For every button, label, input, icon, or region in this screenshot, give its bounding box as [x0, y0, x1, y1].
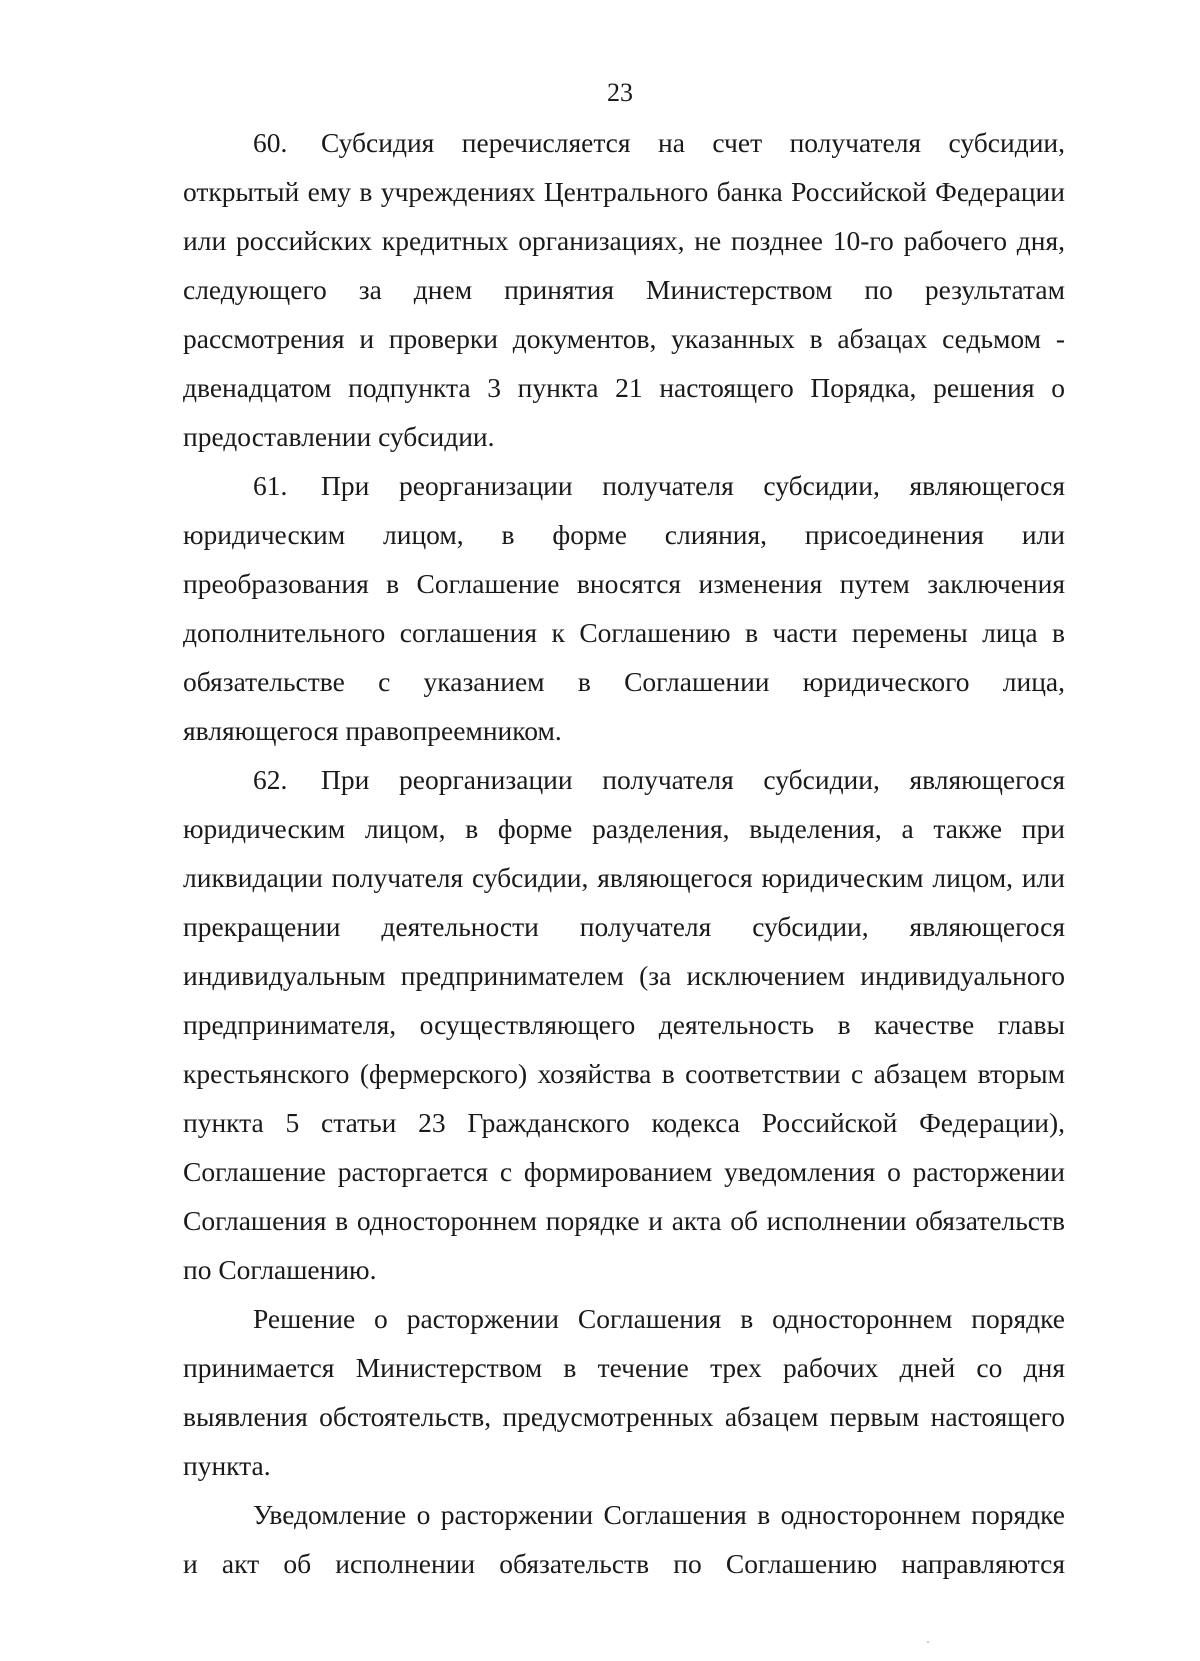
paragraph-notice	[183, 1490, 1065, 1588]
paragraph-61	[183, 461, 1065, 755]
paragraph-text: При реорганизации получателя субсидии, являющегося юридическим лицом, в форме слияния, присоединения или преобразования в Соглашение вносятся изменения путем заключения дополнительного соглашения к Соглашению в части перемены лица в обязательстве с указанием в Соглашении юридического лица, являющегося правопреемником.	[183, 470, 1065, 746]
document-body	[183, 118, 1065, 1588]
paragraph-text: Уведомление о расторжении Соглашения в одностороннем порядке и акт об исполнении обязательств по Соглашению направляются	[183, 1499, 1065, 1579]
scan-speck	[927, 1641, 929, 1643]
paragraph-number: 60.	[253, 127, 288, 158]
page-number: 23	[607, 78, 633, 107]
paragraph-text: При реорганизации получателя субсидии, являющегося юридическим лицом, в форме разделения, выделения, а также при ликвидации получателя субсидии, являющегося юридическим лицом, или прекращении деятельности получателя субсидии, являющегося индивидуальным предпринимателем (за исключением индивидуального предпринимателя, осуществляющего деятельность в качестве главы крестьянского (фермерского) хозяйства в соответствии с абзацем вторым пункта 5 статьи 23 Гражданского кодекса Российской Федерации), Соглашение расторгается с формированием уведомления о расторжении Соглашения в одностороннем порядке и акта об исполнении обязательств по Соглашению.	[183, 764, 1065, 1285]
paragraph-decision	[183, 1294, 1065, 1490]
paragraph-60	[183, 118, 1065, 461]
paragraph-text: Решение о расторжении Соглашения в одностороннем порядке принимается Министерством в течение трех рабочих дней со дня выявления обстоятельств, предусмотренных абзацем первым настоящего пункта.	[183, 1303, 1065, 1481]
paragraph-text: Субсидия перечисляется на счет получателя субсидии, открытый ему в учреждениях Центрального банка Российской Федерации или российских кредитных организациях, не позднее 10-го рабочего дня, следующего за днем принятия Министерством по результатам рассмотрения и проверки документов, указанных в абзацах седьмом - двенадцатом подпункта 3 пункта 21 настоящего Порядка, решения о предоставлении субсидии.	[183, 127, 1065, 452]
paragraph-number: 61.	[253, 470, 288, 501]
paragraph-62	[183, 755, 1065, 1294]
paragraph-number: 62.	[253, 764, 288, 795]
